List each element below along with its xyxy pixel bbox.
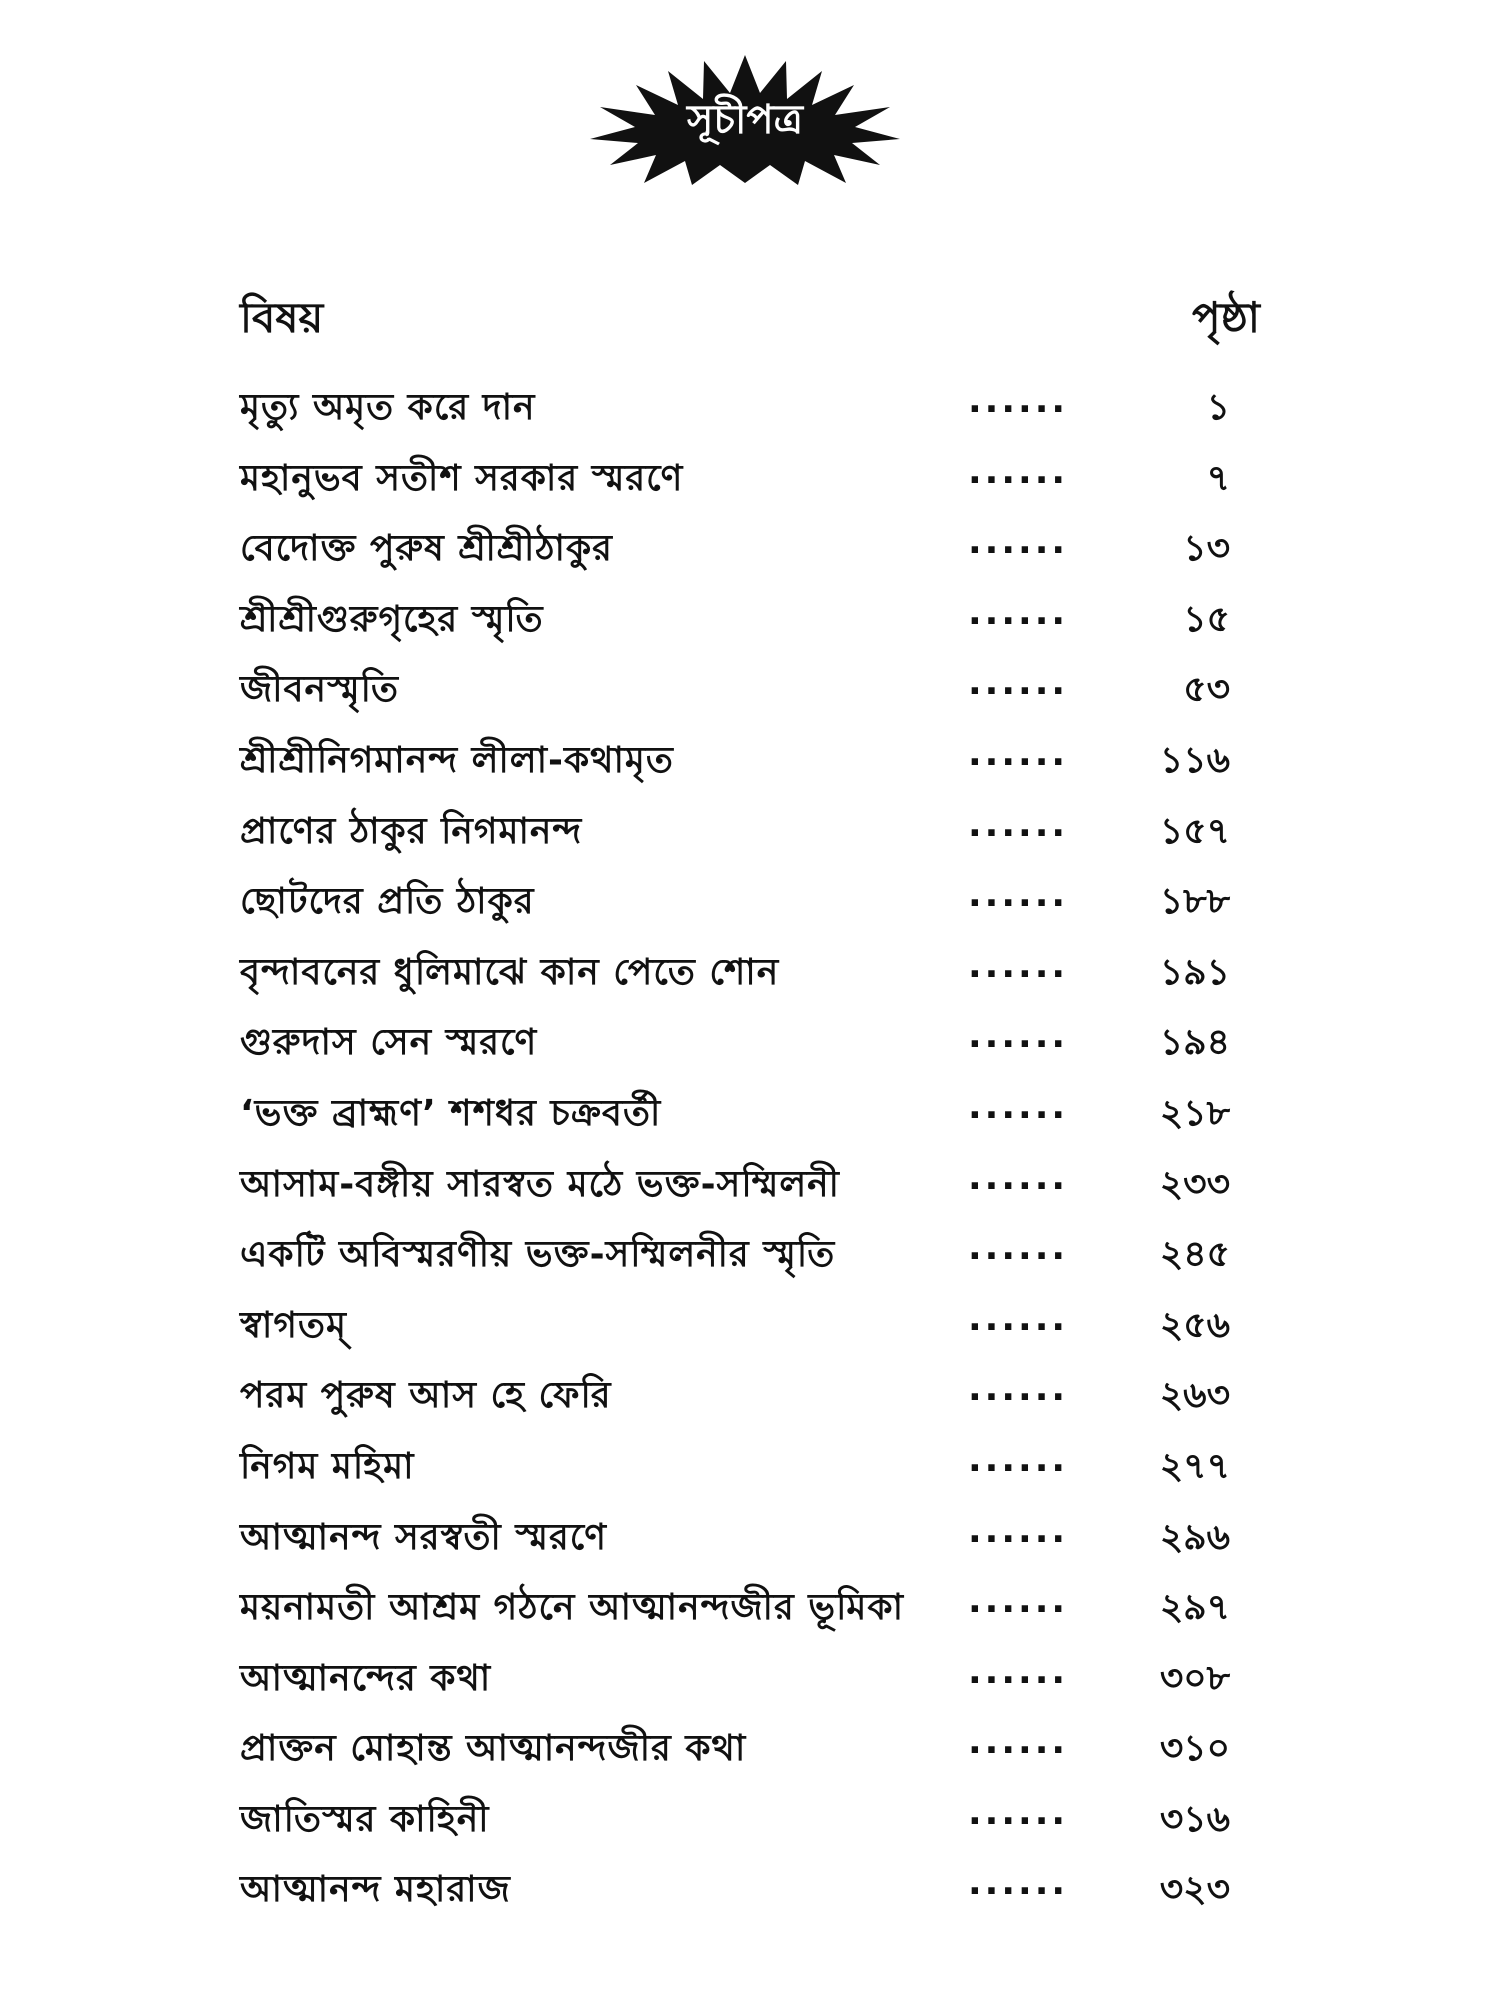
toc-entry-title: গুরুদাস সেন স্মরণে bbox=[240, 1022, 538, 1064]
toc-entry-page: ৩২৩ bbox=[1159, 1869, 1230, 1911]
toc-row bbox=[240, 1643, 1260, 1714]
toc-row bbox=[240, 725, 1260, 796]
toc-row bbox=[240, 443, 1260, 514]
toc-entry-page: ১৩ bbox=[1183, 528, 1230, 570]
toc-row bbox=[240, 1219, 1260, 1290]
toc-row bbox=[240, 1290, 1260, 1361]
toc-row bbox=[240, 866, 1260, 937]
toc-entry-title: শ্রীশ্রীনিগমানন্দ লীলা-কথামৃত bbox=[240, 739, 674, 781]
toc-entry-page: ২৪৫ bbox=[1159, 1234, 1230, 1276]
toc-leader-dots: ...... bbox=[968, 380, 1069, 421]
toc-entry-page: ২৯৭ bbox=[1159, 1587, 1230, 1629]
toc-entry-title: প্রাক্তন মোহান্ত আত্মানন্দজীর কথা bbox=[240, 1728, 747, 1770]
toc-entry-page: ৩১৬ bbox=[1159, 1798, 1230, 1840]
toc-row bbox=[240, 937, 1260, 1008]
toc-row bbox=[240, 1360, 1260, 1431]
toc-row bbox=[240, 1854, 1260, 1925]
contents-title: সূচীপত্র bbox=[687, 97, 803, 143]
toc-leader-dots: ...... bbox=[968, 1862, 1069, 1904]
toc-entry-title: জাতিস্মর কাহিনী bbox=[240, 1798, 490, 1840]
toc-entry-title: মৃত্যু অমৃত করে দান bbox=[240, 387, 536, 428]
toc-leader-dots: ...... bbox=[968, 944, 1069, 986]
toc-entry-title: পরম পুরুষ আস হে ফেরি bbox=[240, 1375, 612, 1417]
toc-entry-title: আসাম-বঙ্গীয় সারস্বত মঠে ভক্ত-সম্মিলনী bbox=[240, 1163, 840, 1205]
toc-entry-title: নিগম মহিমা bbox=[240, 1445, 415, 1487]
toc-entry-page: ১ bbox=[1206, 387, 1230, 428]
toc-entry-title: আত্মানন্দের কথা bbox=[240, 1657, 492, 1699]
toc-entry-page: ১১৬ bbox=[1159, 739, 1230, 781]
toc-entry-title: শ্রীশ্রীগুরুগৃহের স্মৃতি bbox=[240, 598, 544, 640]
toc-leader-dots: ...... bbox=[968, 1297, 1069, 1339]
toc-entry-title: ময়নামতী আশ্রম গঠনে আত্মানন্দজীর ভূমিকা bbox=[240, 1587, 905, 1629]
toc-entry-page: ২১৮ bbox=[1159, 1092, 1230, 1134]
toc-entry-title: স্বাগতম্ bbox=[240, 1304, 347, 1346]
toc-entry-title: প্রাণের ঠাকুর নিগমানন্দ bbox=[240, 810, 583, 852]
contents-badge bbox=[590, 55, 900, 185]
toc-row bbox=[240, 1713, 1260, 1784]
toc-leader-dots: ...... bbox=[968, 1721, 1069, 1763]
toc-entry-title: ছোটদের প্রতি ঠাকুর bbox=[240, 881, 535, 923]
toc-row bbox=[240, 1502, 1260, 1573]
subject-heading: বিষয় bbox=[240, 293, 324, 342]
toc-leader-dots: ...... bbox=[968, 591, 1069, 633]
toc-row bbox=[240, 1784, 1260, 1855]
toc-header bbox=[240, 285, 1260, 345]
toc-entry-title: একটি অবিস্মরণীয় ভক্ত-সম্মিলনীর স্মৃতি bbox=[240, 1234, 836, 1276]
toc-entry-title: জীবনস্মৃতি bbox=[240, 669, 399, 711]
toc-row bbox=[240, 1572, 1260, 1643]
toc-row bbox=[240, 1431, 1260, 1502]
toc-leader-dots: ...... bbox=[968, 803, 1069, 845]
toc-leader-dots: ...... bbox=[968, 1227, 1069, 1269]
toc-entry-page: ১৮৮ bbox=[1159, 881, 1230, 923]
toc-leader-dots: ...... bbox=[968, 521, 1069, 563]
toc-leader-dots: ...... bbox=[968, 1085, 1069, 1127]
toc-entry-title: আত্মানন্দ সরস্বতী স্মরণে bbox=[240, 1516, 608, 1558]
toc-leader-dots: ...... bbox=[968, 662, 1069, 704]
toc-entry-page: ১৯১ bbox=[1159, 951, 1230, 993]
toc-entry-page: ২৭৭ bbox=[1159, 1445, 1230, 1487]
toc-row bbox=[240, 1078, 1260, 1149]
toc-entry-page: ৫৩ bbox=[1183, 669, 1230, 711]
toc-entry-title: বৃন্দাবনের ধুলিমাঝে কান পেতে শোন bbox=[240, 951, 780, 993]
toc-row bbox=[240, 1149, 1260, 1220]
toc-entry-title: আত্মানন্দ মহারাজ bbox=[240, 1869, 511, 1911]
toc-list bbox=[240, 372, 1260, 1925]
toc-row bbox=[240, 654, 1260, 725]
toc-leader-dots: ...... bbox=[968, 732, 1069, 774]
toc-leader-dots: ...... bbox=[968, 450, 1069, 492]
toc-entry-title: ‘ভক্ত ব্রাহ্মণ’ শশধর চক্রবর্তী bbox=[240, 1092, 662, 1134]
toc-entry-title: বেদোক্ত পুরুষ শ্রীশ্রীঠাকুর bbox=[240, 528, 613, 570]
toc-row bbox=[240, 1007, 1260, 1078]
toc-entry-page: ৭ bbox=[1206, 457, 1230, 499]
toc-entry-page: ২৬৩ bbox=[1159, 1375, 1230, 1417]
toc-entry-page: ১৫ bbox=[1183, 598, 1230, 640]
toc-leader-dots: ...... bbox=[968, 1156, 1069, 1198]
toc-leader-dots: ...... bbox=[968, 1580, 1069, 1622]
toc-entry-page: ১৫৭ bbox=[1159, 810, 1230, 852]
toc-leader-dots: ...... bbox=[968, 1015, 1069, 1057]
toc-entry-page: ২৯৬ bbox=[1159, 1516, 1230, 1558]
toc-entry-page: ৩১০ bbox=[1159, 1728, 1230, 1770]
toc-row bbox=[240, 372, 1260, 443]
toc-leader-dots: ...... bbox=[968, 1509, 1069, 1551]
toc-entry-page: ৩০৮ bbox=[1159, 1657, 1230, 1699]
toc-leader-dots: ...... bbox=[968, 1438, 1069, 1480]
toc-entry-page: ১৯৪ bbox=[1159, 1022, 1230, 1064]
toc-row bbox=[240, 796, 1260, 867]
toc-leader-dots: ...... bbox=[968, 1791, 1069, 1833]
toc-leader-dots: ...... bbox=[968, 874, 1069, 916]
toc-entry-page: ২৩৩ bbox=[1159, 1163, 1230, 1205]
toc-leader-dots: ...... bbox=[968, 1650, 1069, 1692]
toc-row bbox=[240, 584, 1260, 655]
toc-entry-page: ২৫৬ bbox=[1159, 1304, 1230, 1346]
page-heading: পৃষ্ঠা bbox=[1191, 293, 1260, 342]
toc-entry-title: মহানুভব সতীশ সরকার স্মরণে bbox=[240, 457, 684, 499]
toc-leader-dots: ...... bbox=[968, 1368, 1069, 1410]
toc-row bbox=[240, 513, 1260, 584]
